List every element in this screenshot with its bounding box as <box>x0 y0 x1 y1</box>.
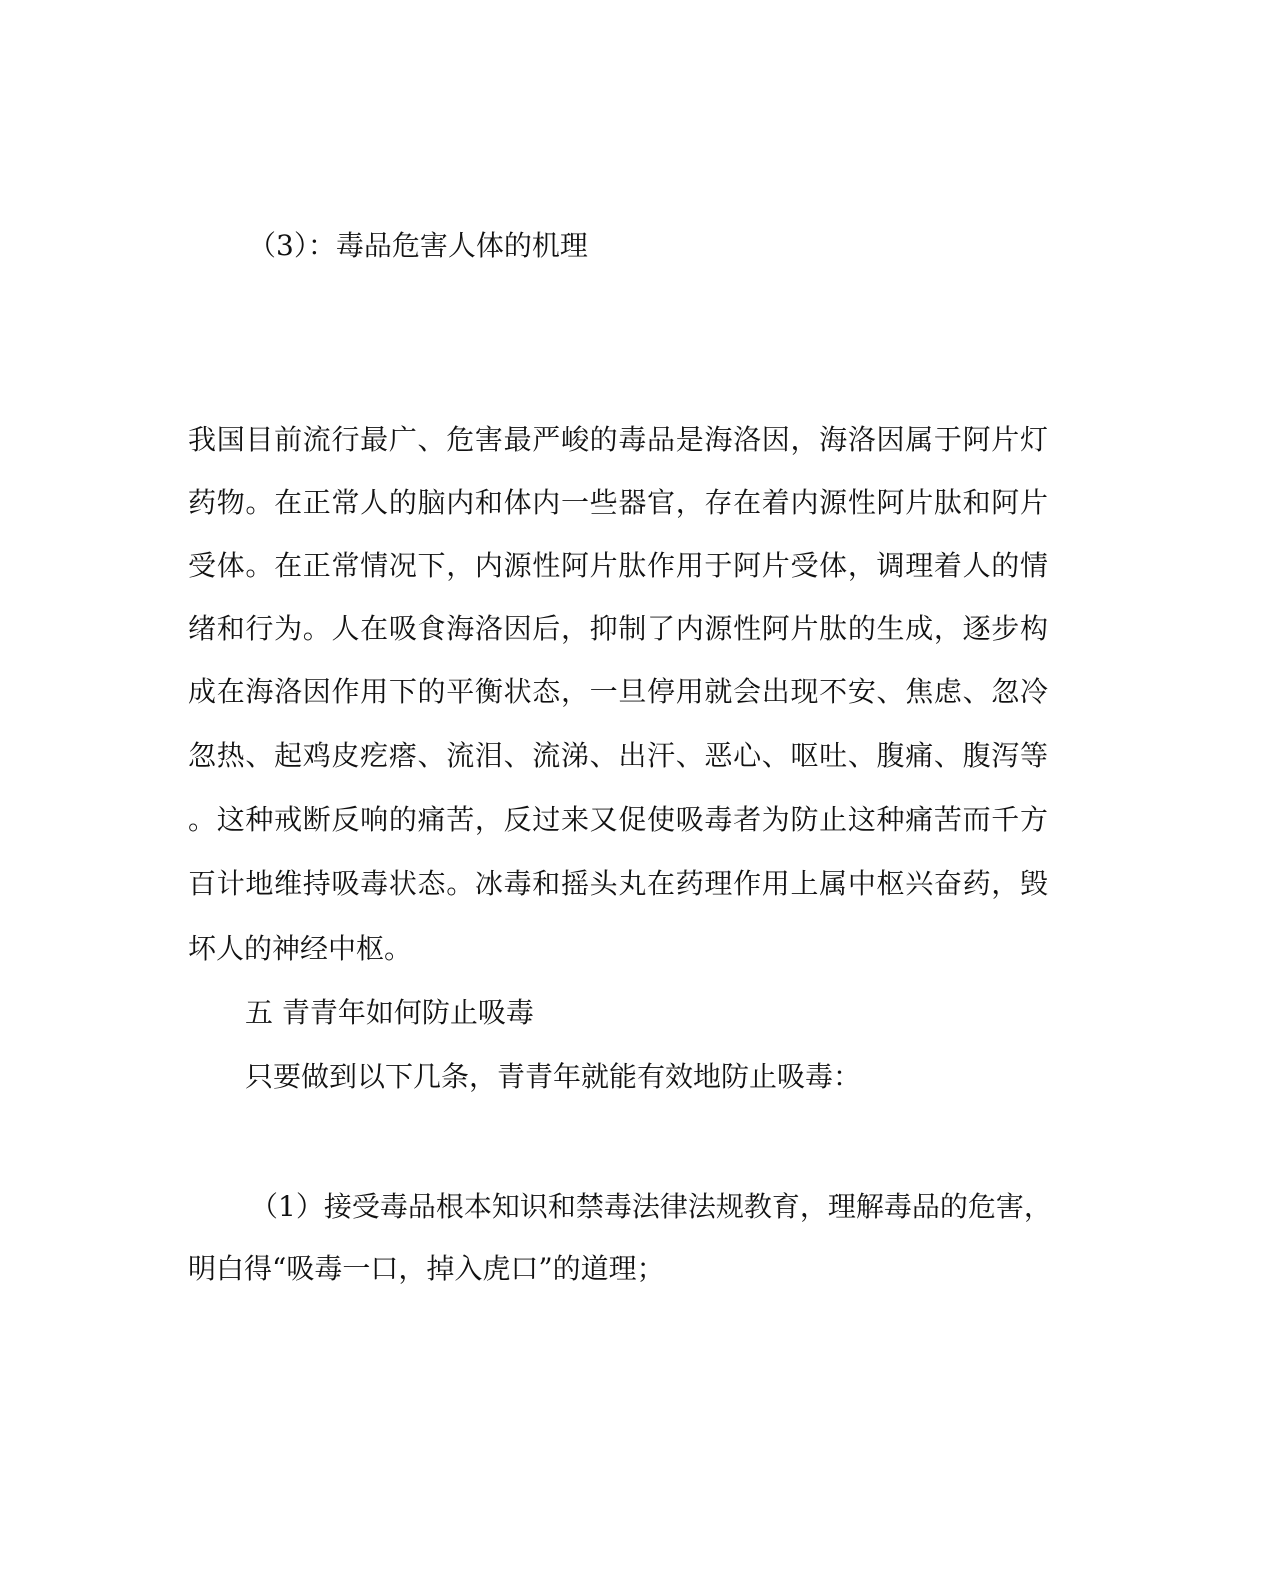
paragraph-line: 我国目前流行最广、危害最严峻的毒品是海洛因，海洛因属于阿片灯 <box>188 423 1048 456</box>
list-item-line: 明白得“吸毒一口，掉入虎口”的道理； <box>188 1252 665 1285</box>
list-item-line: （1）接受毒品根本知识和禁毒法律法规教育，理解毒品的危害， <box>250 1190 1052 1223</box>
paragraph-line: 忽热、起鸡皮疙瘩、流泪、流涕、出汗、恶心、呕吐、腹痛、腹泻等 <box>188 739 1048 772</box>
paragraph-line: 绪和行为。人在吸食海洛因后，抑制了内源性阿片肽的生成，逐步构 <box>188 612 1048 645</box>
paragraph-line: 坏人的神经中枢。 <box>188 932 413 965</box>
paragraph-line: 药物。在正常人的脑内和体内一些器官，存在着内源性阿片肽和阿片 <box>188 486 1048 519</box>
paragraph-line: 。这种戒断反响的痛苦，反过来又促使吸毒者为防止这种痛苦而千方 <box>188 803 1048 836</box>
paragraph-line: 受体。在正常情况下，内源性阿片肽作用于阿片受体，调理着人的情 <box>188 549 1048 582</box>
paragraph-line: 成在海洛因作用下的平衡状态，一旦停用就会出现不安、焦虑、忽冷 <box>188 675 1048 708</box>
paragraph-line: 百计地维持吸毒状态。冰毒和摇头丸在药理作用上属中枢兴奋药，毁 <box>188 867 1048 900</box>
intro-text: 只要做到以下几条，青青年就能有效地防止吸毒： <box>245 1060 862 1093</box>
section-title: 五 青青年如何防止吸毒 <box>245 996 534 1029</box>
subheading-mechanism: （3）：毒品危害人体的机理 <box>248 229 588 262</box>
